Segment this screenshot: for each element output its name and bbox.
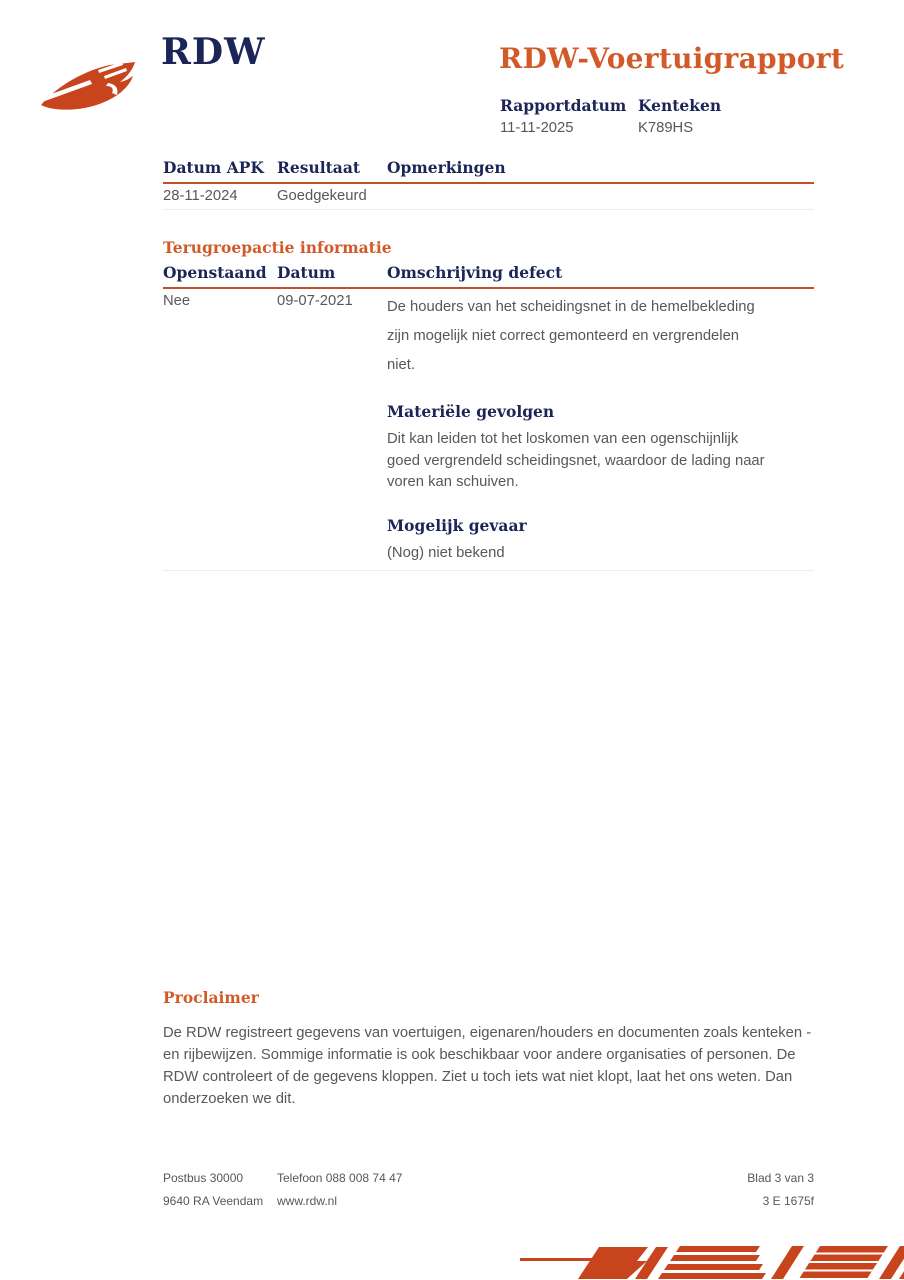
apk-table (163, 158, 814, 210)
footer-city: 9640 RA Veendam (163, 1194, 264, 1208)
recall-datum-value: 09-07-2021 (277, 293, 353, 309)
report-date-label: Rapportdatum (500, 96, 627, 115)
footer-phone: Telefoon 088 008 74 47 (277, 1171, 403, 1185)
possible-danger-heading: Mogelijk gevaar (387, 515, 527, 535)
proclaimer-section (163, 988, 818, 1110)
footer-website: www.rdw.nl (277, 1194, 338, 1208)
page-footer (163, 1165, 814, 1211)
apk-opmerkingen-value (387, 188, 814, 204)
material-consequences-heading: Materiële gevolgen (387, 402, 555, 421)
recall-section-title: Terugroepactie informatie (163, 238, 392, 257)
license-plate-value: K789HS (638, 120, 694, 136)
table-row (163, 289, 814, 564)
apk-col-datum: Datum APK (163, 158, 264, 177)
material-consequences-text: Dit kan leiden tot het loskomen van een ogenschijnlijk goed vergrendeld scheidingsnet, waardoor de lading naar voren kan schuiven. (387, 431, 765, 490)
recall-table-header-row (163, 263, 814, 289)
recall-col-openstaand: Openstaand (163, 263, 267, 282)
license-plate-label: Kenteken (638, 96, 722, 115)
apk-col-opmerkingen: Opmerkingen (387, 158, 506, 177)
report-date-block (500, 96, 626, 136)
rdw-feather-logo (38, 56, 150, 118)
apk-datum-value: 28-11-2024 (163, 188, 238, 204)
brand-logotype: RDW (161, 31, 266, 73)
proclaimer-heading: Proclaimer (163, 988, 259, 1007)
recall-col-datum: Datum (277, 263, 336, 282)
apk-col-resultaat: Resultaat (277, 158, 361, 177)
defect-description: De houders van het scheidingsnet in de hemelbekleding zijn mogelijk niet correct gemonteerd en vergrendelen niet. (387, 299, 755, 373)
proclaimer-text: De RDW registreert gegevens van voertuigen, eigenaren/houders en documenten zoals kenteken - en rijbewijzen. Sommige informatie is ook beschikbaar voor andere organisaties of personen. De RDW controleert of de gegevens kloppen. Ziet u toch iets wat niet klopt, laat het ons weten. Dan onderzoeken we dit. (163, 1025, 812, 1107)
recall-section (163, 238, 814, 571)
footer-postbus: Postbus 30000 (163, 1171, 244, 1185)
page-title: RDW-Voertuigrapport (499, 42, 845, 75)
footer-doc-code: 3 E 1675f (762, 1194, 814, 1208)
recall-defect-details (387, 293, 814, 564)
recall-openstaand-value: Nee (163, 293, 191, 309)
apk-resultaat-value: Goedgekeurd (277, 188, 367, 204)
recall-col-omschrijving: Omschrijving defect (387, 263, 563, 282)
footer-page-number: Blad 3 van 3 (747, 1171, 814, 1185)
table-row (163, 184, 814, 210)
apk-table-header-row (163, 158, 814, 184)
speed-stripes-graphic (520, 1242, 904, 1280)
license-plate-block (638, 96, 721, 136)
report-date-value: 11-11-2025 (500, 120, 574, 136)
section-divider (163, 570, 814, 571)
possible-danger-text: (Nog) niet bekend (387, 544, 505, 561)
